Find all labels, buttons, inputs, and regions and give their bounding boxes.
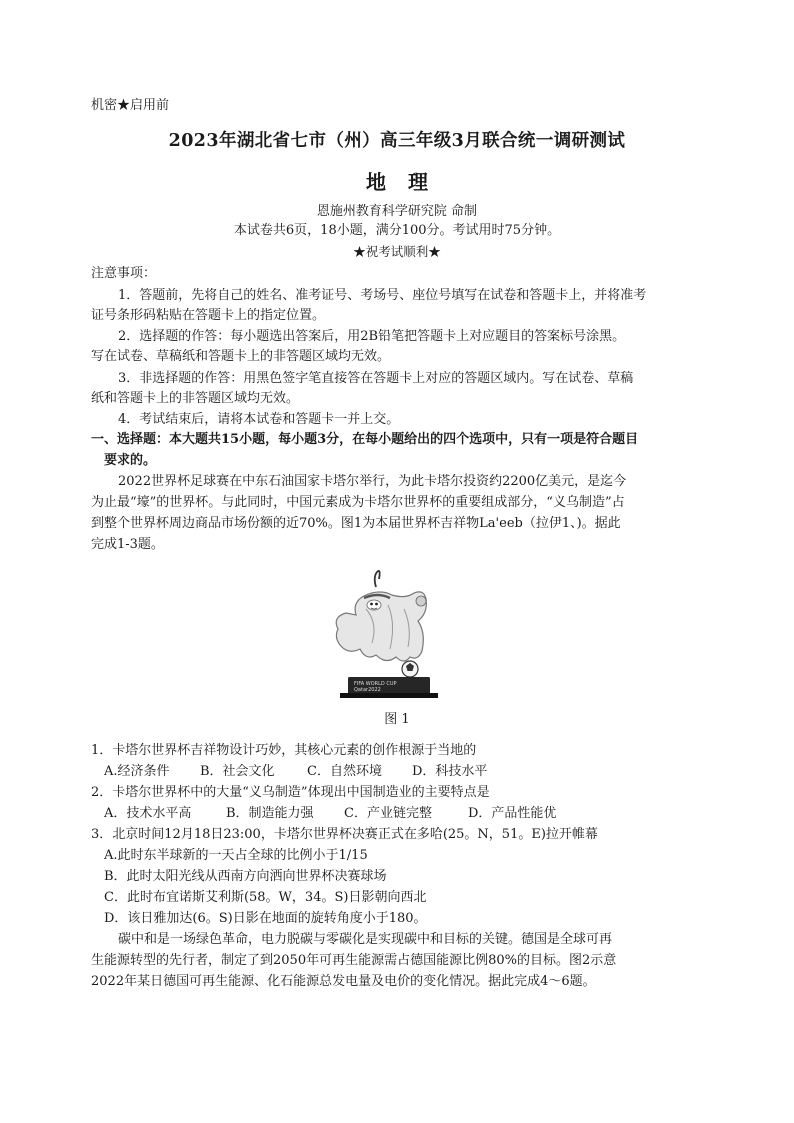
option: D．科技水平 <box>412 764 488 779</box>
note-line: 4．考试结束后，请将本试卷和答题卡一并上交。 <box>118 412 400 427</box>
note-line: 证号条形码粘贴在答题卡上的指定位置。 <box>91 308 326 323</box>
base-sublabel: Qatar2022 <box>354 687 381 693</box>
option: C．产业链完整 <box>344 806 432 821</box>
passage-line: 2022世界杯足球赛在中东石油国家卡塔尔举行，为此卡塔尔投资约2200亿美元，是迄今 <box>118 474 627 489</box>
passage-line: 到整个世界杯周边商品市场份额的近70%。图1为本届世界杯吉祥物La'eeb（拉伊1、)。据此 <box>91 516 621 531</box>
author-line: 恩施州教育科学研究院 命制 <box>316 204 478 219</box>
figure-caption: 图 1 <box>384 712 410 727</box>
mascot-figure <box>326 565 452 700</box>
note-line: 写在试卷、草稿纸和答题卡上的非答题区域均无效。 <box>91 349 391 364</box>
note-line: 2．选择题的作答：每小题选出答案后，用2B铅笔把答题卡上对应题目的答案标号涂黑。 <box>118 329 626 344</box>
option: C．此时布宜诺斯艾利斯(58。W，34。S)日影朝向西北 <box>104 890 427 905</box>
option: B．社会文化 <box>200 764 275 779</box>
option: C．自然环境 <box>307 764 382 779</box>
subject-title: 地理 <box>366 170 450 194</box>
exam-title: 2023年湖北省七市（州）高三年级3月联合统一调研测试 <box>168 131 626 151</box>
notes-heading: 注意事项： <box>91 266 157 281</box>
section-heading-cont: 要求的。 <box>104 453 157 468</box>
option: D．产品性能优 <box>468 806 557 821</box>
note-line: 3．非选择题的作答：用黑色签字笔直接答在答题卡上对应的答题区域内。写在试卷、草稿 <box>118 371 634 386</box>
passage-line: 生能源转型的先行者，制定了到2050年可再生能源需占德国能源比例80%的目标。图2示意 <box>91 953 617 968</box>
question-stem: 3．北京时间12月18日23:00，卡塔尔世界杯决赛正式在多哈(25。N，51。E)拉开帷幕 <box>91 827 598 842</box>
option: D．该日雅加达(6。S)日影在地面的旋转角度小于180。 <box>104 911 427 926</box>
exam-info-line: 本试卷共6页，18小题，满分100分。考试用时75分钟。 <box>233 223 561 238</box>
confidential-label: 机密★启用前 <box>91 98 170 113</box>
note-line: 纸和答题卡上的非答题区域均无效。 <box>91 391 300 406</box>
passage-line: 2022年某日德国可再生能源、化石能源总发电量及电价的变化情况。据此完成4～6题。 <box>91 974 596 989</box>
note-line: 1．答题前，先将自己的姓名、准考证号、考场号、座位号填写在试卷和答题卡上，并将准考 <box>118 288 647 303</box>
option: A.经济条件 <box>104 764 170 779</box>
passage-line: 碳中和是一场绿色革命，电力脱碳与零碳化是实现碳中和目标的关键。德国是全球可再 <box>118 932 613 947</box>
option: A．技术水平高 <box>104 806 192 821</box>
option: B．此时太阳光线从西南方向洒向世界杯决赛球场 <box>104 869 387 884</box>
passage-line: 完成1-3题。 <box>91 537 164 552</box>
option: A.此时东半球新的一天占全球的比例小于1/15 <box>104 848 368 863</box>
section-heading: 一、选择题：本大题共15小题，每小题3分，在每小题给出的四个选项中，只有一项是符合题目 <box>91 432 639 447</box>
base-label: FIFA WORLD CUP <box>354 681 397 687</box>
passage-line: 为止最“壕”的世界杯。与此同时，中国元素成为卡塔尔世界杯的重要组成部分，“义乌制造”占 <box>91 495 625 510</box>
mascot-illustration <box>326 565 452 700</box>
good-luck-line: ★祝考试顺利★ <box>353 244 441 259</box>
question-stem: 2．卡塔尔世界杯中的大量“义乌制造”体现出中国制造业的主要特点是 <box>91 785 490 800</box>
question-stem: 1．卡塔尔世界杯吉祥物设计巧妙，其核心元素的创作根源于当地的 <box>91 743 477 758</box>
option: B．制造能力强 <box>226 806 314 821</box>
